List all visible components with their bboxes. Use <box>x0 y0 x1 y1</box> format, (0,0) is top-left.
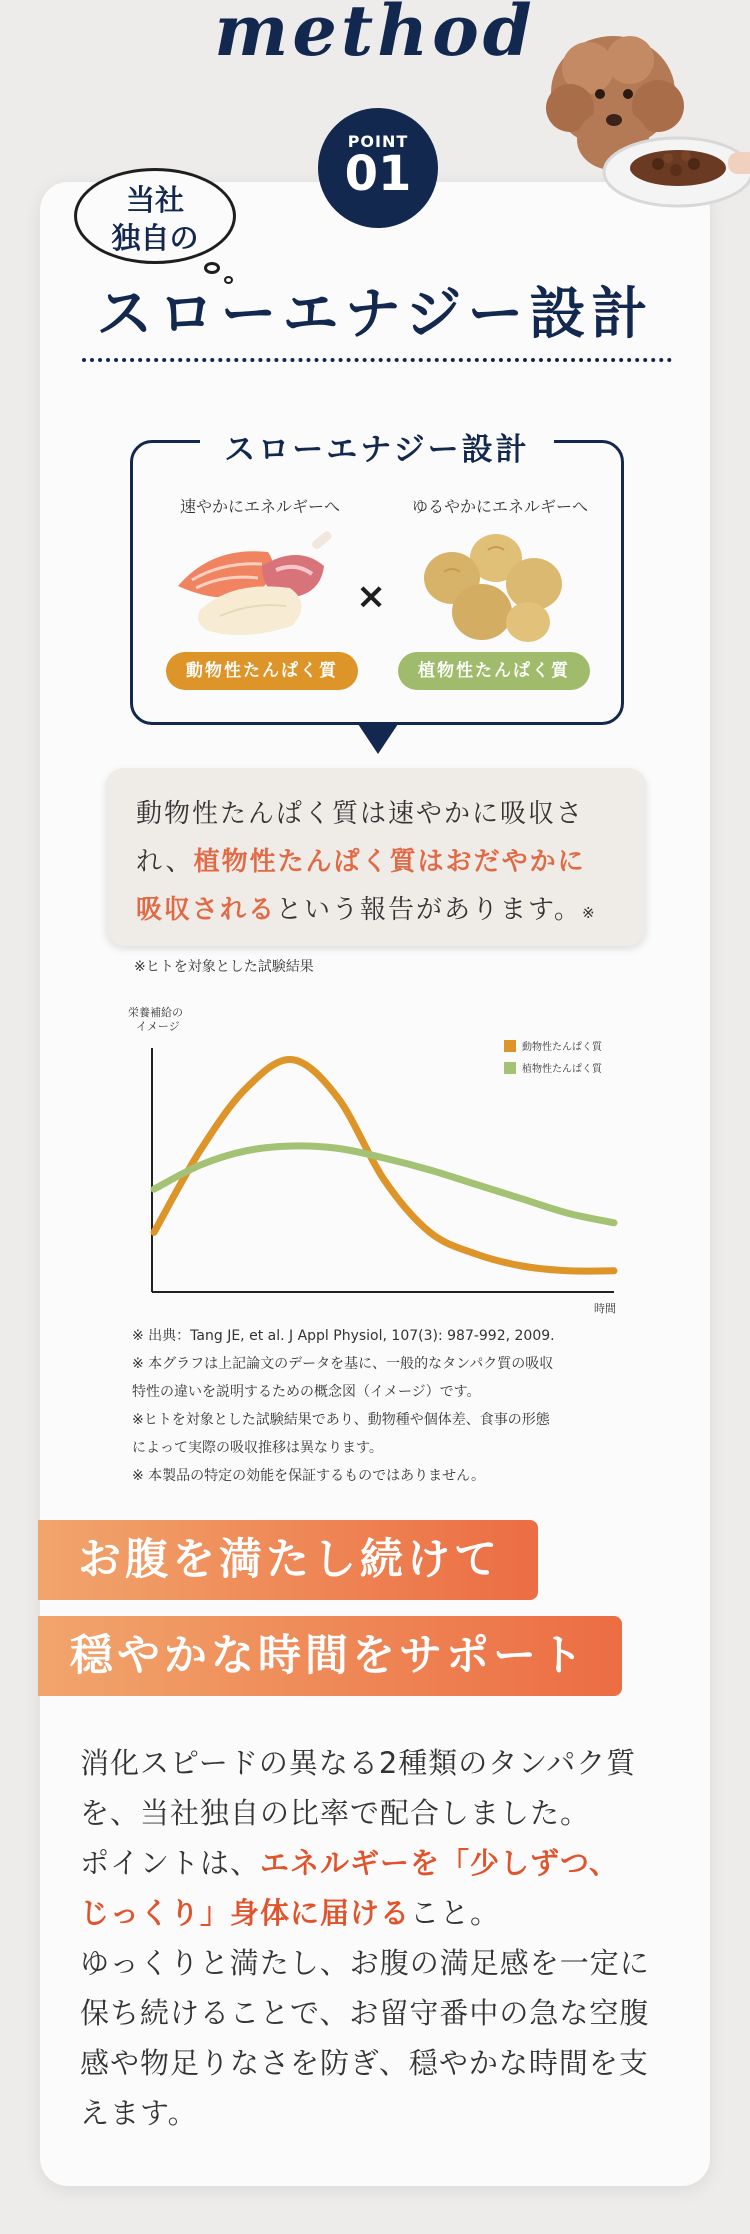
headline-band-1: お腹を満たし続けて <box>38 1520 538 1600</box>
body-line: 消化スピードの異なる2種類のタンパク質 <box>80 1746 637 1780</box>
speech-bubble <box>74 168 236 264</box>
chart-ylabel-line-2: イメージ <box>136 1020 180 1033</box>
chart-series-line-1 <box>154 1059 614 1271</box>
report-text-2: れ、 <box>136 847 194 877</box>
point-number: 01 <box>344 146 412 202</box>
report-accent-1: 植物性たんぱく質はおだやかに <box>193 847 586 877</box>
body-line-text: ポイントは、 <box>80 1846 261 1880</box>
body-line: を、当社独自の比率で配合しました。 <box>80 1796 591 1830</box>
legend-swatch <box>504 1040 516 1052</box>
body-accent: エネルギーを「少しずつ、 <box>260 1846 619 1880</box>
footnote: によって実際の吸収推移は異なります。 <box>132 1440 383 1456</box>
body-line <box>80 1838 680 1888</box>
footnote: ※ 本グラフは上記論文のデータを基に、一般的なタンパク質の吸収 <box>132 1356 554 1372</box>
slow-energy-caption: ゆるやかにエネルギーへ <box>411 497 588 516</box>
absorption-chart <box>128 1000 628 1316</box>
diagram-title: スローエナジー設計 <box>200 424 554 469</box>
body-line: 保ち続けることで、お留守番中の急な空腹 <box>80 1996 650 2030</box>
body-accent: じっくり」身体に届ける <box>80 1896 411 1930</box>
report-accent-2: 吸収される <box>136 895 277 925</box>
point-badge <box>318 108 438 228</box>
footnotes <box>132 1322 632 1490</box>
legend-swatch <box>504 1062 516 1074</box>
chart-ylabel-line-1: 栄養補給の <box>128 1006 183 1019</box>
dotted-divider <box>82 358 672 362</box>
report-mark: ※ <box>581 904 597 922</box>
body-line: えます。 <box>80 2096 198 2130</box>
chart-legend <box>504 1040 603 1075</box>
body-text <box>80 1738 680 2138</box>
soybeans-image <box>418 532 568 644</box>
chart-xlabel: 時間 <box>594 1302 616 1315</box>
headline-band-2: 穏やかな時間をサポート <box>38 1616 622 1696</box>
method-title: method <box>214 0 536 72</box>
plant-protein-pill: 植物性たんぱく質 <box>398 652 590 690</box>
bubble-line-2: 独自の <box>111 221 199 255</box>
legend-label: 植物性たんぱく質 <box>522 1064 602 1075</box>
legend-label: 動物性たんぱく質 <box>522 1042 602 1053</box>
bubble-line-1: 当社 <box>125 183 184 217</box>
chart-series-group <box>154 1059 614 1271</box>
footnote: ※ 出典：Tang JE, et al. J Appl Physiol, 107(3): 987-992, 2009. <box>132 1328 555 1344</box>
dog-with-food-bowl-image <box>518 20 750 226</box>
report-text-1: 動物性たんぱく質は速やかに吸収さ <box>136 799 585 829</box>
main-title: スローエナジー設計 <box>96 282 654 347</box>
footnote: ※ヒトを対象とした試験結果であり、動物種や個体差、食事の形態 <box>132 1412 550 1428</box>
footnote: 特性の違いを説明するための概念図（イメージ）です。 <box>132 1384 481 1400</box>
report-text-3: という報告があります。 <box>276 895 582 925</box>
fast-energy-caption: 速やかにエネルギーへ <box>179 497 340 516</box>
human-trial-note: ※ヒトを対象とした試験結果 <box>134 959 314 975</box>
body-line <box>80 1888 680 1938</box>
body-line: 感や物足りなさを防ぎ、穏やかな時間を支 <box>80 2046 649 2080</box>
footnote: ※ 本製品の特定の効能を保証するものではありません。 <box>132 1468 486 1484</box>
body-line: ゆっくりと満たし、お腹の満足感を一定に <box>80 1946 650 1980</box>
meat-and-fish-image <box>172 526 348 644</box>
multiply-sign: × <box>356 576 387 617</box>
diagram-arrow <box>358 724 398 754</box>
body-line-text: こと。 <box>410 1896 501 1930</box>
point-label: POINT <box>347 132 409 151</box>
report-box <box>106 768 646 946</box>
animal-protein-pill: 動物性たんぱく質 <box>166 652 358 690</box>
